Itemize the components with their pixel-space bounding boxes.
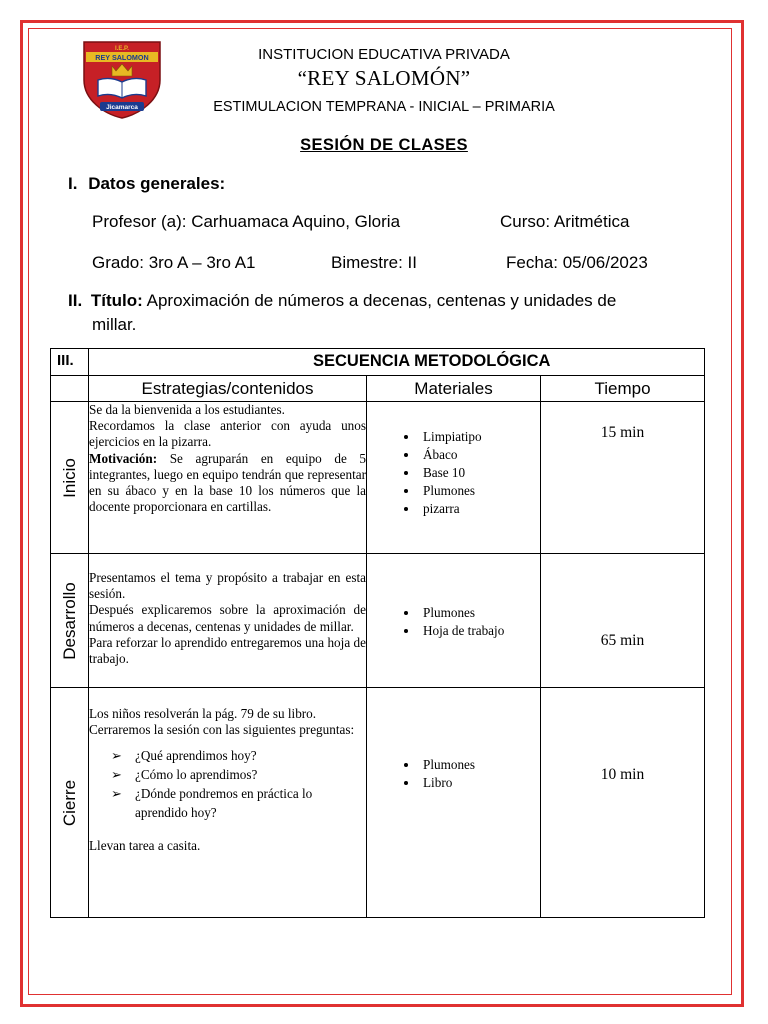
term-field: Bimestre: II — [331, 253, 417, 272]
table-section-number: III. — [51, 349, 89, 376]
strategy-line: Después explicaremos sobre la aproximación de números a decenas, centenas y unidades de millar. — [89, 602, 366, 634]
open-book-icon — [98, 78, 146, 98]
methodology-table — [50, 348, 705, 918]
table-row — [51, 402, 705, 554]
section-heading: Datos generales: — [88, 174, 226, 193]
logo-bottom-text: Jicamarca — [106, 104, 138, 111]
material-item: • Ábaco — [419, 446, 540, 464]
institution-line: INSTITUCION EDUCATIVA PRIVADA — [258, 46, 510, 63]
document-title: SESIÓN DE CLASES — [300, 136, 468, 154]
strategy-line: Se da la bienvenida a los estudiantes. — [89, 402, 285, 417]
question-item: ➢ ¿Dónde pondremos en práctica lo aprendido hoy? — [111, 786, 313, 821]
motivation-line — [89, 451, 366, 516]
question-list — [89, 746, 366, 822]
phase-label-cell — [51, 402, 89, 554]
title-label: Título: — [90, 291, 143, 310]
section-general-data — [68, 174, 225, 194]
column-header-strategies: Estrategias/contenidos — [89, 376, 367, 402]
strategy-cell — [89, 554, 367, 688]
material-item: • Base 10 — [419, 464, 540, 482]
materials-cell — [367, 688, 541, 918]
title-text-continued: millar. — [92, 315, 137, 334]
material-item: • Plumones — [419, 756, 540, 774]
logo-banner-text: REY SALOMON — [95, 53, 149, 62]
strategy-line: Para reforzar lo aprendido entregaremos una hoja de trabajo. — [89, 634, 366, 667]
corner-cell — [51, 376, 89, 402]
table-row — [51, 688, 705, 918]
section-title — [68, 291, 616, 311]
table-heading: SECUENCIA METODOLÓGICA — [313, 352, 551, 370]
strategy-cell — [89, 688, 367, 918]
material-item: • Libro — [419, 774, 540, 792]
motivation-text: Se agruparán en equipo de 5 integrantes, luego en equipo tendrán que representar en su ábaco y en la base 10 los números que la docente proporcionara en cartillas. — [89, 450, 366, 515]
column-header-time: Tiempo — [541, 376, 705, 402]
time-cell: 15 min — [541, 402, 705, 554]
material-item: • Plumones — [419, 604, 540, 622]
material-item: • pizarra — [419, 500, 540, 518]
section-number: II. — [68, 291, 83, 310]
phase-label-cell — [51, 688, 89, 918]
material-item: • Plumones — [419, 482, 540, 500]
teacher-field: Profesor (a): Carhuamaca Aquino, Gloria — [92, 212, 401, 231]
time-cell: 65 min — [541, 554, 705, 688]
title-text: Aproximación de números a decenas, centenas y unidades de — [142, 291, 617, 310]
material-item: • Limpiatipo — [419, 428, 540, 446]
phase-label: Cierre — [59, 779, 79, 826]
closing-line: Llevan tarea a casita. — [89, 838, 201, 854]
question-item: ➢ ¿Cómo lo aprendimos? — [111, 767, 258, 783]
section-number: I. — [68, 174, 78, 193]
arrow-bullet-icon: ➢ — [111, 748, 123, 764]
strategy-line: Presentamos el tema y propósito a trabajar en esta sesión. — [89, 570, 366, 602]
arrow-bullet-icon: ➢ — [111, 767, 123, 783]
strategy-line: Recordamos la clase anterior con ayuda unos ejercicios en la pizarra. — [89, 418, 366, 450]
phase-label: Inicio — [59, 457, 79, 498]
course-field: Curso: Aritmética — [500, 212, 630, 231]
phase-label-cell — [51, 554, 89, 688]
motivation-label: Motivación: — [89, 450, 158, 466]
table-heading-cell — [89, 349, 705, 376]
materials-cell — [367, 402, 541, 554]
table-row — [51, 554, 705, 688]
grade-field: Grado: 3ro A – 3ro A1 — [92, 253, 256, 272]
phase-label: Desarrollo — [59, 581, 79, 660]
logo-top-text: I.E.P. — [115, 46, 129, 52]
strategy-line: Los niños resolverán la pág. 79 de su libro. — [89, 706, 317, 721]
levels-line: ESTIMULACION TEMPRANA - INICIAL – PRIMARIA — [213, 99, 555, 115]
time-cell: 10 min — [541, 688, 705, 918]
material-item: • Hoja de trabajo — [419, 622, 540, 640]
materials-cell — [367, 554, 541, 688]
arrow-bullet-icon: ➢ — [111, 786, 123, 802]
strategy-cell — [89, 402, 367, 554]
strategy-line: Cerraremos la sesión con las siguientes preguntas: — [89, 722, 355, 738]
column-header-materials: Materiales — [367, 376, 541, 402]
date-field: Fecha: 05/06/2023 — [506, 253, 648, 272]
question-item: ➢ ¿Qué aprendimos hoy? — [111, 748, 257, 764]
school-name: “REY SALOMÓN” — [297, 66, 471, 90]
